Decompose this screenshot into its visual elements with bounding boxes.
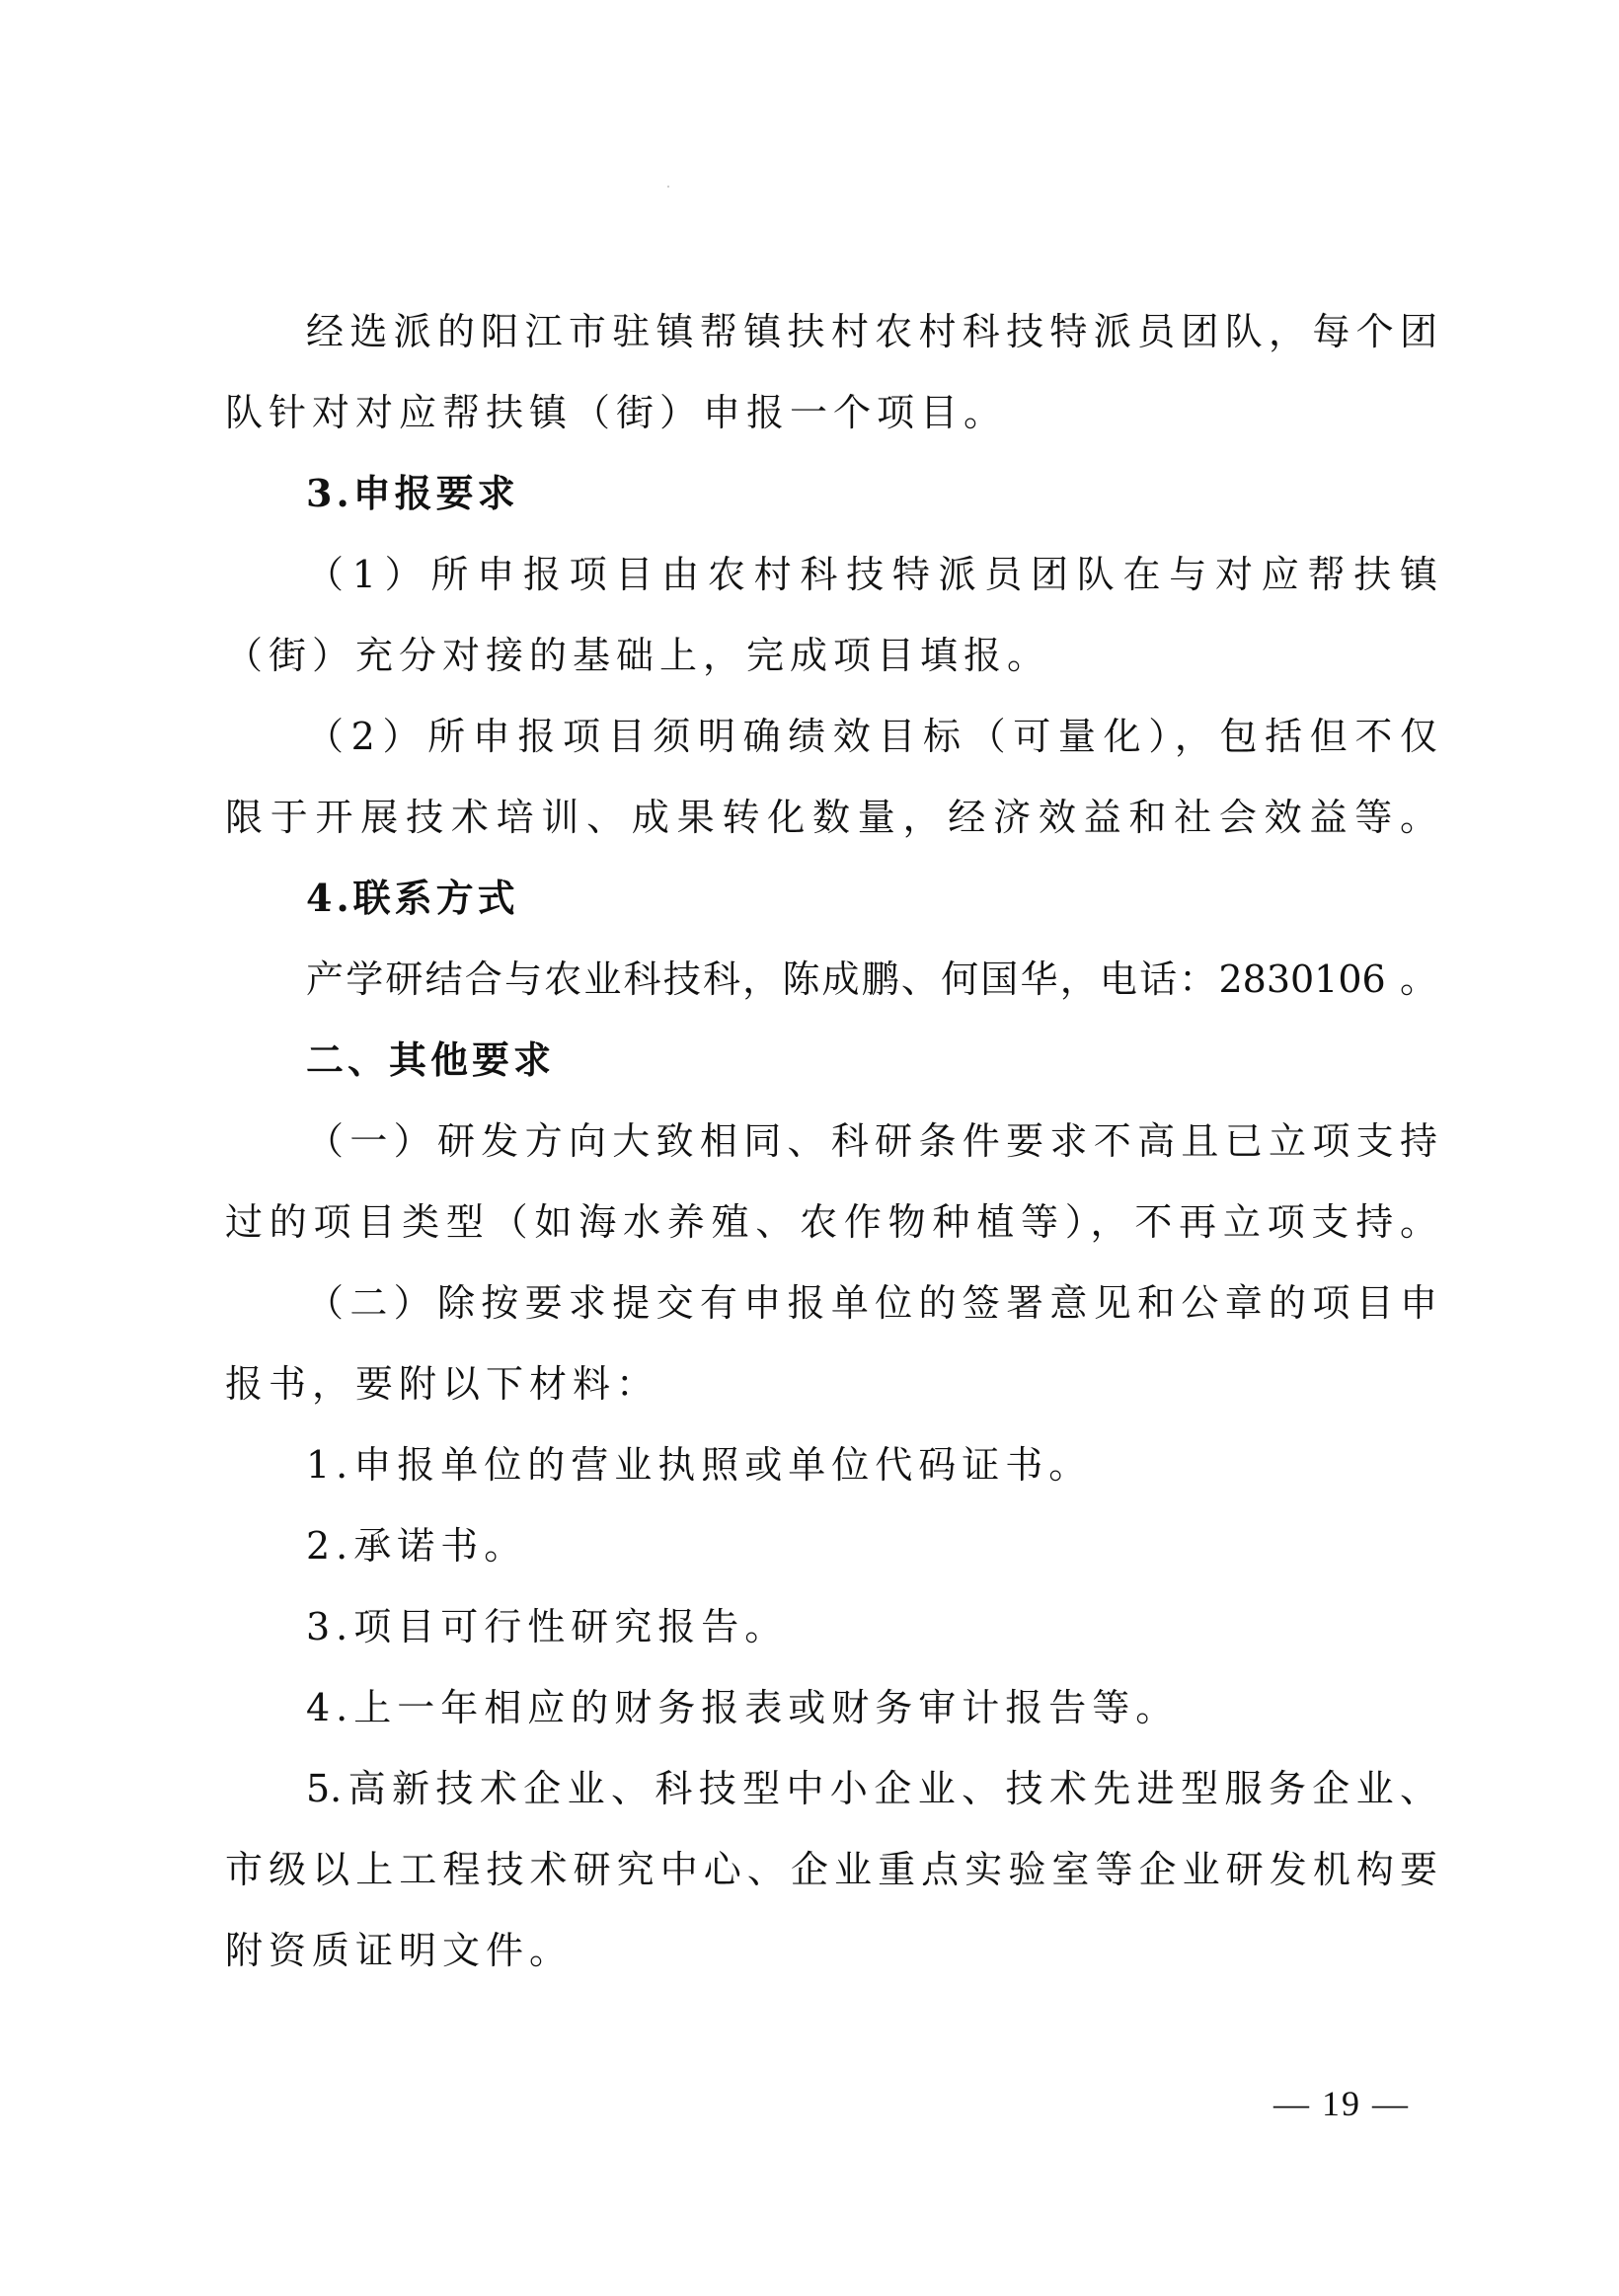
section-heading: 4.联系方式 xyxy=(306,876,519,920)
paragraph-line: 限于开展技术培训、成果转化数量，经济效益和社会效益等。 xyxy=(225,796,1437,839)
paragraph-line: 附资质证明文件。 xyxy=(225,1929,574,1972)
paragraph-line: （2）所申报项目须明确绩效目标（可量化），包括但不仅 xyxy=(306,715,1437,758)
section-heading: 3.申报要求 xyxy=(306,471,519,515)
paragraph-line: （二）除按要求提交有申报单位的签署意见和公章的项目申 xyxy=(306,1281,1437,1325)
paragraph-line: 3.项目可行性研究报告。 xyxy=(306,1605,789,1648)
paragraph-line: 报书，要附以下材料： xyxy=(225,1362,660,1406)
scan-mark xyxy=(667,186,669,188)
paragraph-line: 产学研结合与农业科技科，陈成鹏、何国华，电话：2830106 。 xyxy=(306,957,1437,1001)
paragraph-line: 队针对对应帮扶镇（街）申报一个项目。 xyxy=(225,391,1008,434)
paragraph-line: 经选派的阳江市驻镇帮镇扶村农村科技特派员团队，每个团 xyxy=(306,310,1437,353)
paragraph-line: （一）研发方向大致相同、科研条件要求不高且已立项支持 xyxy=(306,1119,1437,1163)
paragraph-line: 市级以上工程技术研究中心、企业重点实验室等企业研发机构要 xyxy=(225,1848,1437,1891)
paragraph-line: 1.申报单位的营业执照或单位代码证书。 xyxy=(306,1443,1093,1487)
section-heading: 二、其他要求 xyxy=(306,1037,556,1082)
paragraph-line: 2.承诺书。 xyxy=(306,1524,528,1568)
paragraph-line: 4.上一年相应的财务报表或财务审计报告等。 xyxy=(306,1686,1180,1729)
paragraph-line: 5.高新技术企业、科技型中小企业、技术先进型服务企业、 xyxy=(306,1767,1437,1810)
paragraph-line: （街）充分对接的基础上，完成项目填报。 xyxy=(225,634,1051,677)
paragraph-line: （1）所申报项目由农村科技特派员团队在与对应帮扶镇 xyxy=(306,553,1437,596)
page-number: — 19 — xyxy=(1273,2084,1410,2123)
paragraph-line: 过的项目类型（如海水养殖、农作物种植等），不再立项支持。 xyxy=(225,1200,1437,1244)
